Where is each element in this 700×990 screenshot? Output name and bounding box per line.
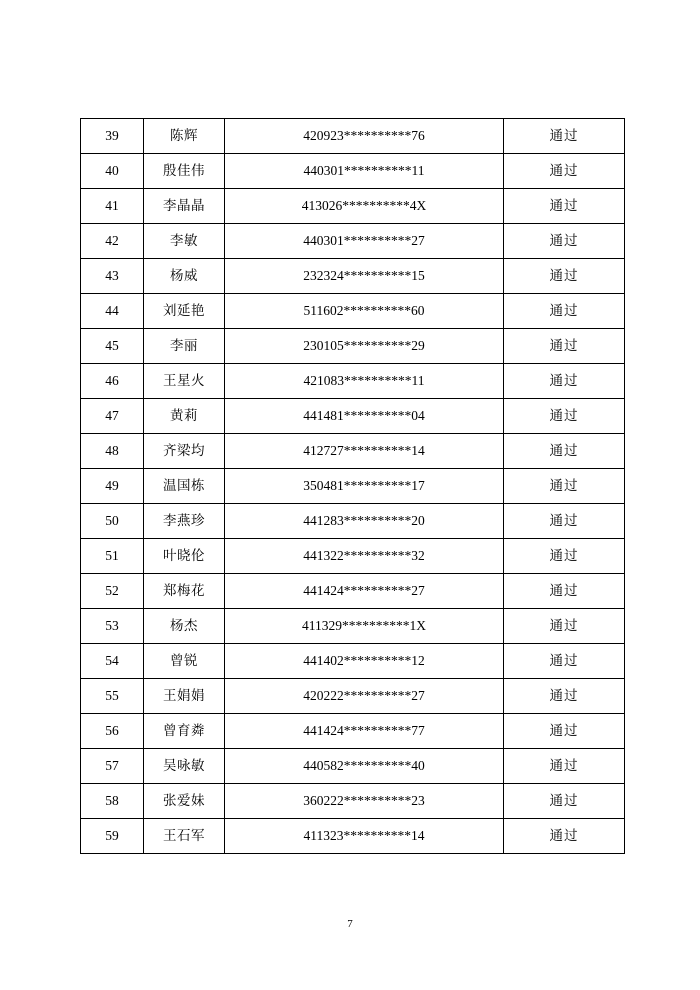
row-status: 通过 xyxy=(504,539,625,574)
row-status: 通过 xyxy=(504,189,625,224)
row-name: 王星火 xyxy=(144,364,225,399)
row-name: 杨威 xyxy=(144,259,225,294)
row-status: 通过 xyxy=(504,119,625,154)
row-id-number: 411329**********1X xyxy=(225,609,504,644)
row-index: 51 xyxy=(81,539,144,574)
table-row xyxy=(81,679,625,714)
row-status: 通过 xyxy=(504,224,625,259)
row-name: 李晶晶 xyxy=(144,189,225,224)
row-id-number: 441283**********20 xyxy=(225,504,504,539)
row-index: 56 xyxy=(81,714,144,749)
row-id-number: 511602**********60 xyxy=(225,294,504,329)
row-status: 通过 xyxy=(504,364,625,399)
row-status: 通过 xyxy=(504,294,625,329)
row-id-number: 411323**********14 xyxy=(225,819,504,854)
row-status: 通过 xyxy=(504,399,625,434)
row-name: 吴咏敏 xyxy=(144,749,225,784)
row-status: 通过 xyxy=(504,609,625,644)
row-name: 温国栋 xyxy=(144,469,225,504)
row-status: 通过 xyxy=(504,819,625,854)
table-row xyxy=(81,609,625,644)
row-name: 曾锐 xyxy=(144,644,225,679)
table-row xyxy=(81,364,625,399)
row-index: 48 xyxy=(81,434,144,469)
row-status: 通过 xyxy=(504,784,625,819)
row-id-number: 420923**********76 xyxy=(225,119,504,154)
row-index: 58 xyxy=(81,784,144,819)
row-name: 黄莉 xyxy=(144,399,225,434)
table-row xyxy=(81,819,625,854)
table-row xyxy=(81,189,625,224)
row-index: 42 xyxy=(81,224,144,259)
row-index: 46 xyxy=(81,364,144,399)
table-row xyxy=(81,784,625,819)
table-row xyxy=(81,644,625,679)
row-index: 53 xyxy=(81,609,144,644)
row-id-number: 232324**********15 xyxy=(225,259,504,294)
row-id-number: 360222**********23 xyxy=(225,784,504,819)
page-number: 7 xyxy=(347,918,353,930)
row-name: 郑梅花 xyxy=(144,574,225,609)
row-index: 40 xyxy=(81,154,144,189)
row-index: 44 xyxy=(81,294,144,329)
row-id-number: 441424**********77 xyxy=(225,714,504,749)
row-status: 通过 xyxy=(504,749,625,784)
table-body xyxy=(81,119,625,854)
row-status: 通过 xyxy=(504,644,625,679)
table-row xyxy=(81,119,625,154)
row-status: 通过 xyxy=(504,259,625,294)
row-index: 47 xyxy=(81,399,144,434)
table-row xyxy=(81,329,625,364)
row-id-number: 420222**********27 xyxy=(225,679,504,714)
row-status: 通过 xyxy=(504,329,625,364)
row-status: 通过 xyxy=(504,679,625,714)
table-row xyxy=(81,504,625,539)
row-index: 49 xyxy=(81,469,144,504)
row-index: 57 xyxy=(81,749,144,784)
row-name: 杨杰 xyxy=(144,609,225,644)
row-name: 曾育粦 xyxy=(144,714,225,749)
row-id-number: 413026**********4X xyxy=(225,189,504,224)
row-index: 59 xyxy=(81,819,144,854)
row-id-number: 421083**********11 xyxy=(225,364,504,399)
table-row xyxy=(81,399,625,434)
row-id-number: 441402**********12 xyxy=(225,644,504,679)
row-id-number: 350481**********17 xyxy=(225,469,504,504)
row-name: 殷佳伟 xyxy=(144,154,225,189)
table-row xyxy=(81,224,625,259)
row-status: 通过 xyxy=(504,154,625,189)
row-name: 李敏 xyxy=(144,224,225,259)
applicant-list-table xyxy=(80,118,625,854)
row-name: 陈辉 xyxy=(144,119,225,154)
row-id-number: 441322**********32 xyxy=(225,539,504,574)
row-name: 王娟娟 xyxy=(144,679,225,714)
row-name: 李丽 xyxy=(144,329,225,364)
row-name: 王石军 xyxy=(144,819,225,854)
row-index: 55 xyxy=(81,679,144,714)
row-id-number: 440301**********11 xyxy=(225,154,504,189)
row-status: 通过 xyxy=(504,504,625,539)
row-id-number: 440301**********27 xyxy=(225,224,504,259)
table-row xyxy=(81,469,625,504)
row-id-number: 441424**********27 xyxy=(225,574,504,609)
table-row xyxy=(81,574,625,609)
row-status: 通过 xyxy=(504,469,625,504)
table-row xyxy=(81,434,625,469)
row-name: 张爱妹 xyxy=(144,784,225,819)
row-status: 通过 xyxy=(504,714,625,749)
row-index: 43 xyxy=(81,259,144,294)
table-row xyxy=(81,259,625,294)
row-id-number: 412727**********14 xyxy=(225,434,504,469)
row-name: 刘延艳 xyxy=(144,294,225,329)
row-index: 41 xyxy=(81,189,144,224)
table-row xyxy=(81,294,625,329)
table-row xyxy=(81,539,625,574)
row-name: 齐梁均 xyxy=(144,434,225,469)
row-id-number: 230105**********29 xyxy=(225,329,504,364)
row-status: 通过 xyxy=(504,434,625,469)
row-name: 叶晓伦 xyxy=(144,539,225,574)
row-index: 50 xyxy=(81,504,144,539)
row-index: 39 xyxy=(81,119,144,154)
row-id-number: 441481**********04 xyxy=(225,399,504,434)
row-index: 52 xyxy=(81,574,144,609)
row-name: 李燕珍 xyxy=(144,504,225,539)
row-index: 54 xyxy=(81,644,144,679)
row-status: 通过 xyxy=(504,574,625,609)
table-row xyxy=(81,749,625,784)
table-row xyxy=(81,154,625,189)
row-index: 45 xyxy=(81,329,144,364)
table-row xyxy=(81,714,625,749)
row-id-number: 440582**********40 xyxy=(225,749,504,784)
